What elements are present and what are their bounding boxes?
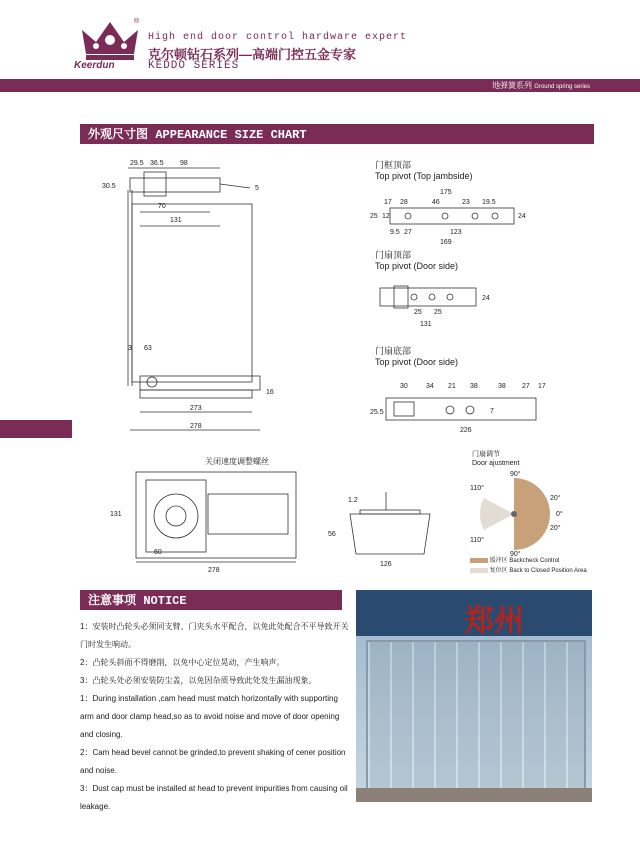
dim-door-1: 25 bbox=[414, 309, 422, 316]
glass-doors bbox=[366, 640, 586, 794]
dim-bottom-2: 21 bbox=[448, 383, 456, 390]
appearance-section-bar: 外观尺寸图 APPEARANCE SIZE CHART bbox=[80, 124, 594, 144]
dim-mid-c: 16 bbox=[266, 389, 274, 396]
dim-jamb-4: 23 bbox=[462, 199, 470, 206]
dim-plan-w: 278 bbox=[208, 567, 220, 574]
brand-name: Keerdun bbox=[74, 60, 115, 71]
angle-0: 90° bbox=[510, 471, 521, 478]
dim-side-w: 126 bbox=[380, 561, 392, 568]
dim-mid-b: 63 bbox=[144, 345, 152, 352]
dim-bottom-3: 38 bbox=[470, 383, 478, 390]
angle-5: 110° bbox=[470, 537, 484, 544]
dim-side-t: 1.2 bbox=[348, 497, 358, 504]
dim-top-c: 98 bbox=[180, 160, 188, 167]
speed-screw-label: 关闭速度调整螺丝 bbox=[205, 457, 269, 466]
dim-jamb-3: 46 bbox=[432, 199, 440, 206]
floor bbox=[356, 788, 592, 802]
dim-jamb-0: 175 bbox=[440, 189, 452, 196]
dim-jamb-2: 28 bbox=[400, 199, 408, 206]
door-pivot-drawing bbox=[370, 282, 500, 332]
notice-cn-item: 1：安装时凸轮头必须同支臂、门夹头水平配合，以免此处配合不平导致开关门时发生响动。 bbox=[80, 622, 349, 649]
dim-jamb-5: 19.5 bbox=[482, 199, 496, 206]
bottom-pivot-drawing bbox=[370, 380, 550, 440]
dim-jamb-7: 12 bbox=[382, 213, 390, 220]
plan-view-drawing bbox=[110, 466, 310, 576]
notice-en-item: 1：During installation ,cam head must match horizontally with supporting arm and door clamp head,so as to avoid noise and move of door opening and closing. bbox=[80, 694, 340, 739]
dim-bottom-4: 38 bbox=[498, 383, 506, 390]
angle-4: 20° bbox=[550, 525, 561, 532]
dim-bottom-5: 27 bbox=[522, 383, 530, 390]
notice-en-item: 3：Dust cap must be installed at head to prevent impurities from causing oil leakage. bbox=[80, 784, 348, 811]
backcheck-swatch bbox=[470, 558, 488, 563]
notice-en-item: 2：Cam head bevel cannot be grinded,to prevent shaking of cener position and noise. bbox=[80, 748, 346, 775]
dim-bottom-7: 25.5 bbox=[370, 409, 384, 416]
side-view-drawing bbox=[320, 488, 440, 568]
sign-text: 郑州 bbox=[464, 604, 524, 639]
dim-jamb-1: 17 bbox=[384, 199, 392, 206]
dim-jamb-9: 9.5 bbox=[390, 229, 400, 236]
dim-plan-h: 131 bbox=[110, 511, 122, 518]
jamb-pivot-drawing bbox=[370, 186, 530, 246]
notice-en-list bbox=[80, 690, 350, 816]
angle-3: 0° bbox=[556, 511, 563, 518]
notice-cn-list bbox=[80, 618, 350, 690]
notice-section-bar: 注意事项 NOTICE bbox=[80, 590, 342, 610]
series-name: KEDDO SERIES bbox=[148, 60, 240, 72]
return-swatch bbox=[470, 568, 488, 573]
storefront-sign bbox=[356, 590, 592, 639]
tagline-en: High end door control hardware expert bbox=[148, 32, 408, 43]
bottom-pivot-label: 门扇底部 Top pivot (Door side) bbox=[375, 346, 459, 367]
notice-cn-item: 2：凸轮头斜面不得磨削，以免中心定位晃动，产生响声。 bbox=[80, 658, 285, 667]
angle-6: 90° bbox=[510, 551, 521, 556]
storefront-photo bbox=[356, 590, 592, 802]
dim-bottom-8: 7 bbox=[490, 408, 494, 415]
dim-top-g: 131 bbox=[170, 217, 182, 224]
dim-top-a: 29.5 bbox=[130, 160, 144, 167]
side-tab bbox=[0, 420, 72, 438]
adjust-legend: 缓冲区 Backcheck Control 复位区 Back to Closed Position Area bbox=[470, 556, 587, 576]
dim-mid-d: 273 bbox=[190, 405, 202, 412]
tagline-cn: 克尔顿钻石系列—高端门控五金专家 bbox=[148, 47, 357, 62]
dim-jamb-6: 25 bbox=[370, 213, 378, 220]
dim-bottom-6: 17 bbox=[538, 383, 546, 390]
dim-top-b: 36.5 bbox=[150, 160, 164, 167]
dim-jamb-12: 169 bbox=[440, 239, 452, 246]
dim-bottom-9: 226 bbox=[460, 427, 472, 434]
dim-mid-e: 278 bbox=[190, 423, 202, 430]
dim-plan-a: 60 bbox=[154, 549, 162, 556]
dim-side-h: 56 bbox=[328, 531, 336, 538]
dim-bottom-1: 34 bbox=[426, 383, 434, 390]
dim-mid-a: 3 bbox=[128, 345, 132, 352]
category-label: 地弹簧系列 Ground spring series bbox=[492, 81, 590, 90]
dim-door-0: 24 bbox=[482, 295, 490, 302]
door-pivot-label: 门扇顶部 Top pivot (Door side) bbox=[375, 250, 459, 271]
dim-jamb-11: 123 bbox=[450, 229, 462, 236]
dim-bottom-0: 30 bbox=[400, 383, 408, 390]
dim-top-d: 30.5 bbox=[102, 183, 116, 190]
door-elevation-drawing bbox=[100, 150, 300, 440]
adjust-label: 门扇调节 Door ajustment bbox=[472, 451, 520, 467]
keerdun-logo-crown-icon bbox=[80, 18, 140, 62]
dim-door-2: 25 bbox=[434, 309, 442, 316]
angle-2: 20° bbox=[550, 495, 561, 502]
angle-1: 110° bbox=[470, 485, 484, 492]
dim-jamb-8: 24 bbox=[518, 213, 526, 220]
jamb-pivot-label: 门框顶部 Top pivot (Top jambside) bbox=[375, 160, 473, 181]
dim-door-3: 131 bbox=[420, 321, 432, 328]
dim-top-e: 5 bbox=[255, 185, 259, 192]
notice-cn-item: 3：凸轮头处必须安装防尘盖，以免因杂质导致此处发生漏油现象。 bbox=[80, 676, 317, 685]
door-adjust-diagram bbox=[470, 470, 570, 556]
dim-jamb-10: 27 bbox=[404, 229, 412, 236]
dim-top-f: 70 bbox=[158, 203, 166, 210]
registered-mark: ® bbox=[134, 18, 140, 25]
